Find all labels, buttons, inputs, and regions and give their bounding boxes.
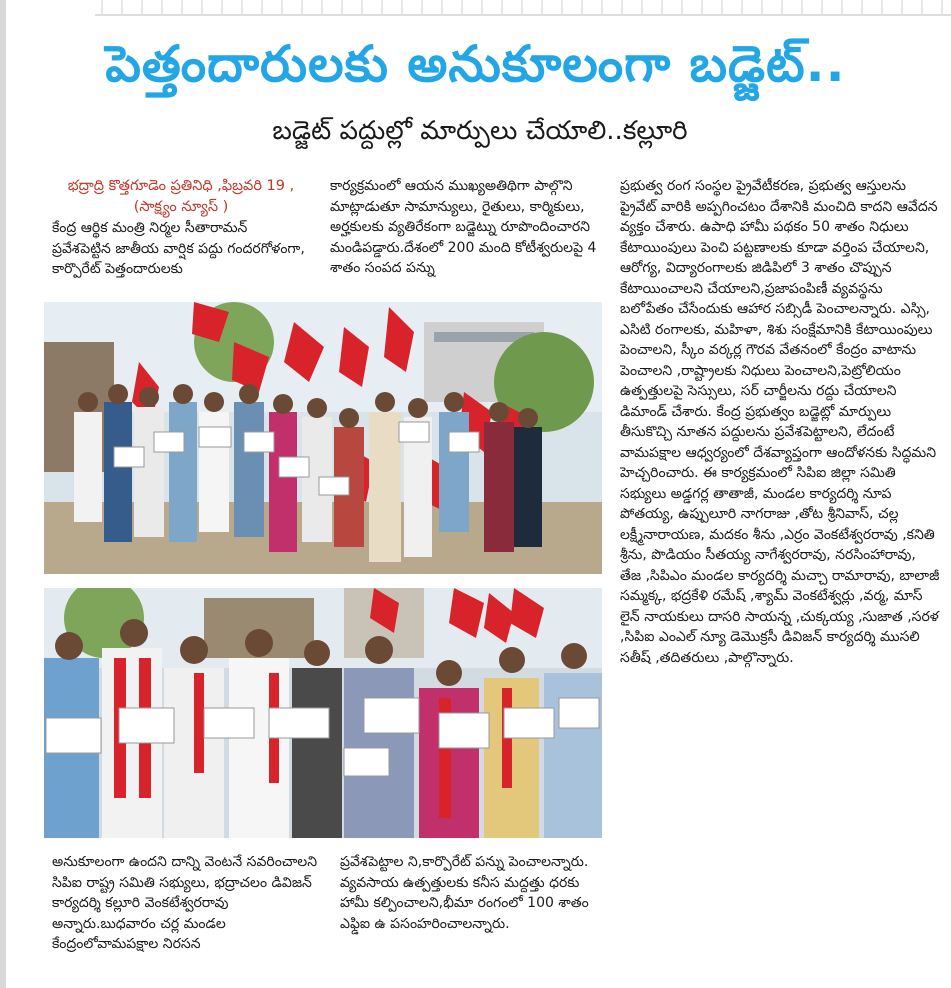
dateline: భద్రాద్రి కొత్తగూడెం ప్రతినిధి ,ఫిబ్రవరి 19 ,(సాక్ష్యం న్యూస్ ) xyxy=(67,178,295,215)
protest-photo-2 xyxy=(44,588,602,838)
top-cropped-header xyxy=(95,0,951,16)
protest-photo-2-illustration xyxy=(44,588,602,838)
article-column-3 xyxy=(620,176,940,966)
article-column-1-continued xyxy=(52,852,322,967)
article-column-2 xyxy=(330,176,600,296)
column-1-continued-text: అనుకూలంగా ఉందని దాన్ని వెంటనే సవరించాలని సిపిఐ రాష్ట్ర సమితి సభ్యులు, భద్రాచలం డివిజన్ కార్యదర్శి కల్లూరి వెంకటేశ్వరరావు అన్నారు.బుధవారం చర్ల మండల కేంద్రంలోవామపక్షాల నిరసన xyxy=(52,854,318,952)
page-edge xyxy=(0,0,6,988)
protest-photo-1-illustration xyxy=(44,302,602,574)
column-3-text: ప్రభుత్వ రంగ సంస్థల ప్రైవేటీకరణ, ప్రభుత్వ ఆస్తులను ప్రైవేట్ వారికి అప్పగించటం దేశానికి మంచిది కాదని ఆవేదన వ్యక్తం చేశారు. ఉపాధి హామీ పథకం 50 శాతం నిధులు కేటాయింపులు పెంచి పట్టణాలకు కూడా వర్తింప చేయాలని, ఆరోగ్య, విద్యారంగాలకు జిడిపిలో 3 శాతం చొప్పున కేటాయించాలని చేయాలని,ప్రజాపంపిణీ వ్యవస్థను బలోపేతం చేసేందుకు ఆహార సబ్సిడీ పెంచాలన్నారు. ఎస్సి, ఎసిటి రంగాలకు, మహిళా, శిశు సంక్షేమానికి కేటాయింపులు పెంచాలని, స్కీం వర్కర్ల గౌరవ వేతనంలో కేంద్రం వాటాను పెంచాలని ,రాష్ట్రాలకు నిధులు పెంచాలని,పెట్రోలియం ఉత్పత్తులపై సెస్సులు, సర్ చార్జీలను రద్దు చేయాలని డిమాండ్ చేశారు. కేంద్ర ప్రభుత్వం బడ్జెట్లో మార్పులు తీసుకొచ్చి నూతన పద్దులను ప్రవేశపెట్టాలని, లేదంటే వామపక్షాల ఆధ్వర్యంలో దేశవ్యాప్తంగా ఆందోళనకు సిద్ధమని హెచ్చరించారు. ఈ కార్యక్రమంలో సిపిఐ జిల్లా సమితి సభ్యులు అడ్డగర్ల తాతాజీ, మండల కార్యదర్శి నూప పోతయ్య, ఉప్పులూరి నాగరాజు ,తోట శ్రీనివాస్, చల్ల లక్ష్మీనారాయణ, మదకం శీను ,ఎర్రం వెంకటేశ్వరరావు ,కనితి శ్రీను, పొడియం సీతయ్య నాగేశ్వరరావు, నరసింహారావు, తేజ ,సిపిఎం మండల కార్యదర్శి మచ్చా రామారావు, బాలాజీ సమ్మక్క, భద్రకేళి రమేష్ ,శ్యామ్ వెంకటేశ్వర్లు ,వర్మ, మాస్ లైన్ నాయకులు దాసరి సాయన్న ,చుక్కయ్య ,సుజాత ,సరళ ,సిపిఐ ఎంఎల్ న్యూ డెమొక్రసీ డివిజన్ కార్యదర్శి ముసలి సతీష్ ,తదితరులు ,పాల్గొన్నారు. xyxy=(620,178,940,666)
article-column-1 xyxy=(52,176,310,296)
column-2-text: కార్యక్రమంలో ఆయన ముఖ్యఅతిథిగా పాల్గొని మాట్లాడుతూ సామాన్యులు, రైతులు, కార్మికులు, అర్హకులకు వ్యతిరేకంగా బడ్జెట్ను రూపొందించారని మండిపడ్డారు.దేశంలో 200 మంది కోటీశ్వరులపై 4 శాతం సంపద పన్ను xyxy=(330,178,597,276)
column-2-continued-text: ప్రవేశపెట్టాల ని,కార్పొరేట్ పన్ను పెంచాలన్నారు. వ్యవసాయ ఉత్పత్తులకు కనీస మద్దత్తు ధరకు హామీ కల్పించాలని,భీమా రంగంలో 100 శాతం ఎఫ్డిఐ ఉ పసంహరించాలన్నారు. xyxy=(340,854,589,932)
subheadline: బడ్జెట్ పద్దుల్లో మార్పులు చేయాలి..కల్లూరి xyxy=(272,116,688,146)
protest-photo-1 xyxy=(44,302,602,574)
article-column-2-continued xyxy=(340,852,610,967)
headline: పెత్తందారులకు అనుకూలంగా బడ్జెట్.. xyxy=(105,35,846,93)
column-1-text: కేంద్ర ఆర్థిక మంత్రి నిర్మల సీతారామన్ ప్రవేశపెట్టిన జాతీయ వార్షిక పద్దు గందరగోళంగా, కార్పొరేట్ పెత్తందారులకు xyxy=(52,220,305,277)
